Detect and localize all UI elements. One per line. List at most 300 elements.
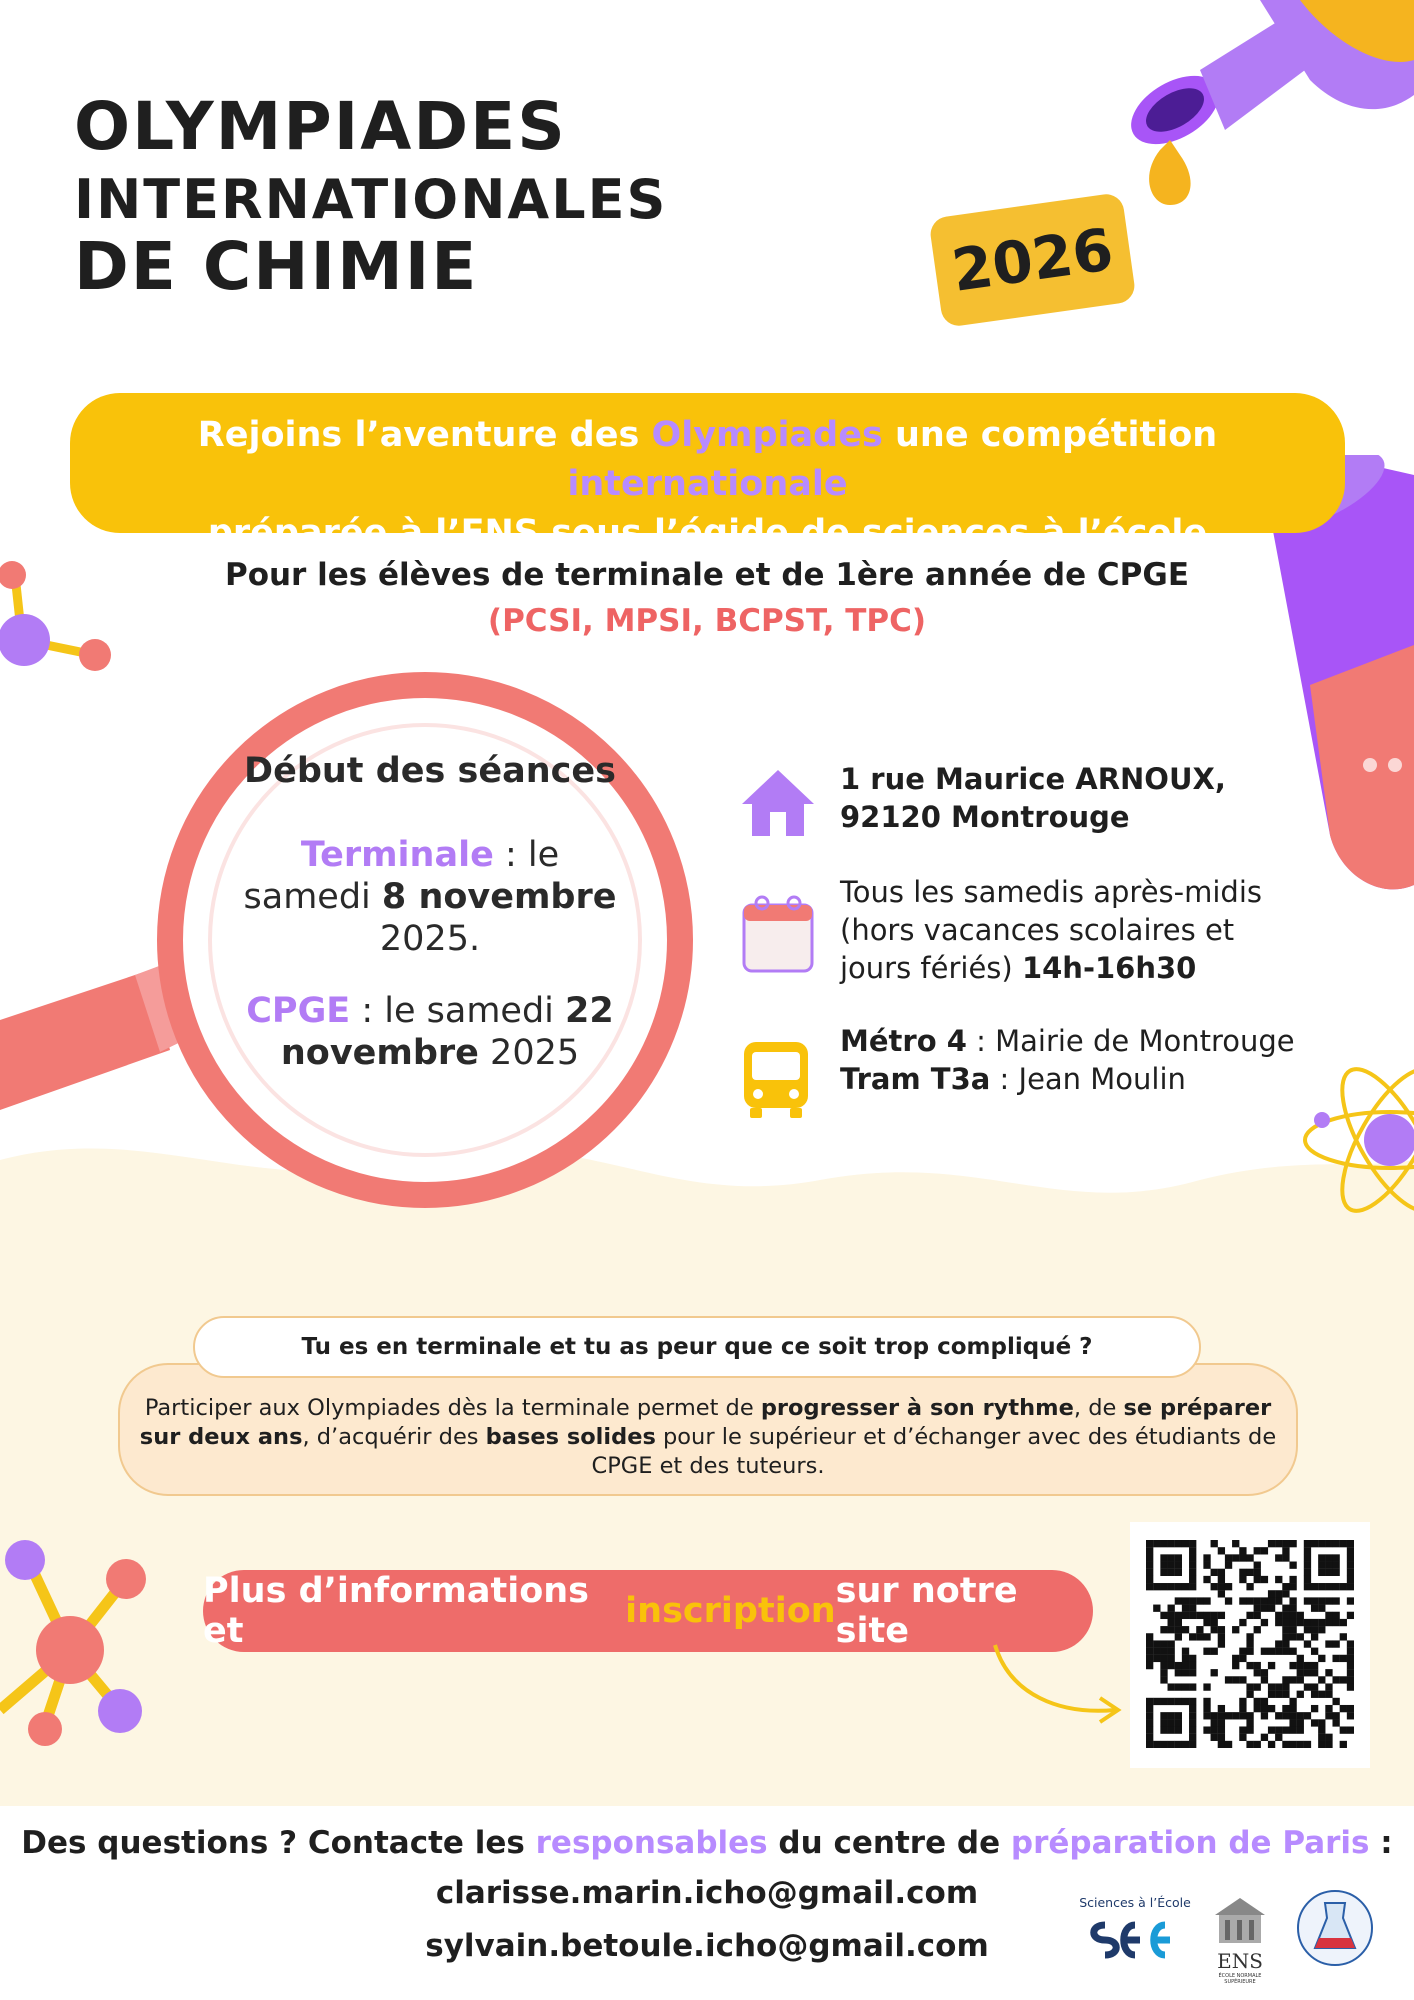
qr-module	[1146, 1719, 1153, 1726]
qr-module	[1340, 1583, 1347, 1590]
email-link-1[interactable]: clarisse.marin.icho@gmail.com	[435, 1875, 979, 1911]
qr-module	[1175, 1633, 1182, 1640]
qr-module	[1246, 1683, 1253, 1690]
qr-module	[1289, 1648, 1296, 1655]
qr-module	[1318, 1734, 1325, 1741]
qr-module	[1160, 1640, 1167, 1647]
qr-module	[1289, 1712, 1296, 1719]
qr-module	[1225, 1741, 1232, 1748]
qr-module	[1175, 1597, 1182, 1604]
qr-module	[1304, 1569, 1311, 1576]
qr-module	[1261, 1676, 1268, 1683]
qr-module	[1304, 1741, 1311, 1748]
qr-module	[1168, 1583, 1175, 1590]
qr-module	[1340, 1633, 1347, 1640]
qr-module	[1168, 1619, 1175, 1626]
qr-module	[1211, 1540, 1218, 1547]
qr-module	[1218, 1547, 1225, 1554]
qr-module	[1282, 1683, 1289, 1690]
qr-module	[1232, 1540, 1239, 1547]
qr-module	[1168, 1554, 1175, 1561]
schedule: Tous les samedis après-midis (hors vacances scolaires et jours fériés) 14h-16h30	[840, 875, 1262, 985]
qr-module	[1218, 1576, 1225, 1583]
sciences-a-lecole-logo: Sciences à l’École	[1070, 1895, 1200, 1974]
qr-module	[1347, 1554, 1354, 1561]
qr-module	[1311, 1705, 1318, 1712]
qr-module	[1189, 1741, 1196, 1748]
qr-module	[1318, 1597, 1325, 1604]
audience-classes: (PCSI, MPSI, BCPST, TPC)	[487, 603, 927, 639]
arrow-icon	[990, 1640, 1130, 1730]
qr-module	[1160, 1712, 1167, 1719]
qr-module	[1160, 1669, 1167, 1676]
qr-module	[1282, 1612, 1289, 1619]
qr-module	[1254, 1612, 1261, 1619]
qr-module	[1218, 1583, 1225, 1590]
qr-module	[1168, 1726, 1175, 1733]
qr-module	[1254, 1605, 1261, 1612]
qr-module	[1189, 1655, 1196, 1662]
qr-module	[1282, 1540, 1289, 1547]
qr-module	[1211, 1719, 1218, 1726]
qr-module	[1289, 1676, 1296, 1683]
qr-module	[1325, 1554, 1332, 1561]
qr-module	[1297, 1669, 1304, 1676]
qr-module	[1304, 1683, 1311, 1690]
qr-module	[1325, 1612, 1332, 1619]
qr-module	[1297, 1619, 1304, 1626]
more-info-button[interactable]: Plus d’informations et inscription sur notre site	[203, 1570, 1093, 1652]
qr-module	[1347, 1612, 1354, 1619]
qr-module	[1332, 1562, 1339, 1569]
qr-module	[1160, 1662, 1167, 1669]
qr-module	[1268, 1691, 1275, 1698]
qr-module	[1318, 1562, 1325, 1569]
qr-module	[1211, 1583, 1218, 1590]
qr-module	[1325, 1712, 1332, 1719]
qr-module	[1189, 1612, 1196, 1619]
qr-module	[1153, 1655, 1160, 1662]
qr-module	[1189, 1633, 1196, 1640]
qr-module	[1203, 1726, 1210, 1733]
qr-module	[1275, 1726, 1282, 1733]
qr-module	[1203, 1619, 1210, 1626]
qr-module	[1261, 1576, 1268, 1583]
qr-module	[1153, 1698, 1160, 1705]
qr-module	[1332, 1619, 1339, 1626]
qr-module	[1311, 1633, 1318, 1640]
qr-module	[1254, 1547, 1261, 1554]
address: 1 rue Maurice ARNOUX, 92120 Montrouge	[840, 762, 1226, 834]
qr-module	[1232, 1554, 1239, 1561]
qr-module	[1261, 1669, 1268, 1676]
qr-module	[1254, 1576, 1261, 1583]
qr-module	[1203, 1576, 1210, 1583]
qr-module	[1282, 1712, 1289, 1719]
qr-module	[1189, 1576, 1196, 1583]
qr-module	[1261, 1734, 1268, 1741]
qr-module	[1325, 1741, 1332, 1748]
qr-module	[1153, 1640, 1160, 1647]
qr-module	[1211, 1619, 1218, 1626]
qr-module	[1289, 1562, 1296, 1569]
qr-code-container[interactable]	[1130, 1522, 1370, 1768]
qr-module	[1282, 1726, 1289, 1733]
qr-module	[1268, 1605, 1275, 1612]
qr-module	[1347, 1547, 1354, 1554]
qr-module	[1332, 1583, 1339, 1590]
qr-module	[1275, 1712, 1282, 1719]
qr-module	[1297, 1712, 1304, 1719]
qr-module	[1282, 1547, 1289, 1554]
qr-module	[1203, 1562, 1210, 1569]
qr-module	[1160, 1540, 1167, 1547]
qr-module	[1347, 1640, 1354, 1647]
qr-module	[1146, 1554, 1153, 1561]
audience-line: Pour les élèves de terminale et de 1ère année de CPGE	[224, 557, 1190, 593]
title-line-3: DE CHIMIE	[74, 228, 479, 305]
qr-module	[1232, 1626, 1239, 1633]
qr-module	[1225, 1554, 1232, 1561]
qr-module	[1239, 1569, 1246, 1576]
qr-module	[1318, 1741, 1325, 1748]
qr-module	[1153, 1540, 1160, 1547]
qr-module	[1146, 1640, 1153, 1647]
transport: Métro 4 : Mairie de Montrouge Tram T3a : Jean Moulin	[840, 1024, 1295, 1096]
qr-module	[1189, 1554, 1196, 1561]
qr-module	[1340, 1726, 1347, 1733]
qr-module	[1218, 1612, 1225, 1619]
qr-module	[1282, 1676, 1289, 1683]
qr-module	[1146, 1712, 1153, 1719]
qr-module	[1325, 1705, 1332, 1712]
email-link-2[interactable]: sylvain.betoule.icho@gmail.com	[425, 1928, 989, 1964]
qr-module	[1311, 1648, 1318, 1655]
qr-module	[1246, 1712, 1253, 1719]
qr-module	[1282, 1705, 1289, 1712]
qr-module	[1304, 1583, 1311, 1590]
qr-module	[1211, 1669, 1218, 1676]
qr-module	[1268, 1662, 1275, 1669]
qr-module	[1182, 1626, 1189, 1633]
qr-module	[1146, 1705, 1153, 1712]
qr-module	[1297, 1691, 1304, 1698]
qr-module	[1175, 1669, 1182, 1676]
qr-module	[1347, 1676, 1354, 1683]
qr-module	[1261, 1698, 1268, 1705]
qr-module	[1239, 1576, 1246, 1583]
qr-module	[1275, 1619, 1282, 1626]
title-line-1: OLYMPIADES	[74, 88, 567, 165]
qr-module	[1239, 1547, 1246, 1554]
qr-module	[1182, 1662, 1189, 1669]
qr-module	[1297, 1662, 1304, 1669]
contact-line: Des questions ? Contacte les responsables du centre de préparation de Paris :	[21, 1825, 1393, 1861]
qr-module	[1332, 1719, 1339, 1726]
qr-module	[1225, 1676, 1232, 1683]
qr-module	[1325, 1619, 1332, 1626]
qr-module	[1182, 1612, 1189, 1619]
qr-module	[1289, 1576, 1296, 1583]
qr-module	[1268, 1683, 1275, 1690]
qr-module	[1275, 1691, 1282, 1698]
qr-module	[1218, 1569, 1225, 1576]
qr-module	[1340, 1655, 1347, 1662]
qr-module	[1332, 1698, 1339, 1705]
qr-module	[1189, 1597, 1196, 1604]
qr-module	[1332, 1540, 1339, 1547]
qr-module	[1311, 1540, 1318, 1547]
qr-module	[1175, 1719, 1182, 1726]
qr-module	[1347, 1597, 1354, 1604]
qr-module	[1146, 1734, 1153, 1741]
qr-module	[1175, 1698, 1182, 1705]
house-icon	[740, 768, 816, 838]
qr-module	[1160, 1719, 1167, 1726]
qr-module	[1246, 1583, 1253, 1590]
qr-module	[1268, 1726, 1275, 1733]
qr-module	[1318, 1655, 1325, 1662]
qr-module	[1254, 1569, 1261, 1576]
qr-module	[1297, 1655, 1304, 1662]
qr-module	[1239, 1554, 1246, 1561]
qr-module	[1239, 1705, 1246, 1712]
sae-mark-icon	[1070, 1910, 1200, 1970]
qr-module	[1318, 1691, 1325, 1698]
qr-module	[1304, 1562, 1311, 1569]
qr-module	[1289, 1633, 1296, 1640]
qr-module	[1239, 1648, 1246, 1655]
qr-module	[1275, 1554, 1282, 1561]
qr-module	[1289, 1583, 1296, 1590]
qr-module	[1297, 1741, 1304, 1748]
qr-module	[1153, 1741, 1160, 1748]
qr-module	[1175, 1619, 1182, 1626]
qr-module	[1168, 1741, 1175, 1748]
qr-module	[1160, 1612, 1167, 1619]
qr-module	[1146, 1562, 1153, 1569]
qr-module	[1347, 1540, 1354, 1547]
qr-module	[1203, 1633, 1210, 1640]
qr-module	[1311, 1719, 1318, 1726]
qr-module	[1347, 1683, 1354, 1690]
qr-module	[1289, 1705, 1296, 1712]
session-dates: Début des séances Terminale : le samedi 8 novembre 2025. CPGE : le samedi 22 novembre 2025	[170, 750, 690, 1074]
qr-module	[1254, 1741, 1261, 1748]
qr-module	[1254, 1705, 1261, 1712]
qr-module	[1146, 1726, 1153, 1733]
qr-module	[1189, 1712, 1196, 1719]
qr-module	[1182, 1698, 1189, 1705]
qr-module	[1347, 1569, 1354, 1576]
qr-module	[1325, 1583, 1332, 1590]
qr-module	[1347, 1712, 1354, 1719]
qr-module	[1254, 1562, 1261, 1569]
sessions-heading: Début des séances	[244, 751, 616, 791]
qr-module	[1218, 1640, 1225, 1647]
qr-module	[1160, 1554, 1167, 1561]
qr-module	[1232, 1712, 1239, 1719]
qr-module	[1325, 1640, 1332, 1647]
qr-module	[1304, 1640, 1311, 1647]
qr-module	[1189, 1569, 1196, 1576]
qr-module	[1160, 1726, 1167, 1733]
qr-module	[1203, 1705, 1210, 1712]
qr-module	[1239, 1734, 1246, 1741]
qr-module	[1275, 1612, 1282, 1619]
qr-module	[1325, 1597, 1332, 1604]
qr-module	[1318, 1540, 1325, 1547]
qr-module	[1304, 1547, 1311, 1554]
qr-module	[1175, 1626, 1182, 1633]
qr-module	[1182, 1683, 1189, 1690]
qr-module	[1232, 1662, 1239, 1669]
qr-module	[1304, 1597, 1311, 1604]
qr-module	[1239, 1698, 1246, 1705]
qr-module	[1146, 1648, 1153, 1655]
qr-module	[1297, 1719, 1304, 1726]
qr-module	[1325, 1683, 1332, 1690]
qr-module	[1332, 1597, 1339, 1604]
qr-module	[1282, 1691, 1289, 1698]
qr-module	[1146, 1662, 1153, 1669]
qr-module	[1311, 1662, 1318, 1669]
qr-module	[1325, 1540, 1332, 1547]
qr-module	[1203, 1648, 1210, 1655]
qr-module	[1146, 1547, 1153, 1554]
qr-module	[1340, 1619, 1347, 1626]
qr-module	[1182, 1605, 1189, 1612]
qr-module	[1218, 1734, 1225, 1741]
qr-module	[1203, 1698, 1210, 1705]
qr-module	[1239, 1597, 1246, 1604]
qr-module	[1246, 1719, 1253, 1726]
qr-module	[1196, 1633, 1203, 1640]
qr-module	[1297, 1633, 1304, 1640]
qr-module	[1347, 1726, 1354, 1733]
qr-code[interactable]	[1146, 1540, 1354, 1748]
molecule-cluster-icon	[0, 1535, 160, 1750]
qr-module	[1282, 1633, 1289, 1640]
qr-module	[1175, 1612, 1182, 1619]
qr-module	[1189, 1562, 1196, 1569]
qr-module	[1261, 1648, 1268, 1655]
qr-module	[1275, 1683, 1282, 1690]
qr-module	[1160, 1741, 1167, 1748]
qr-module	[1282, 1554, 1289, 1561]
qr-module	[1304, 1619, 1311, 1626]
qr-module	[1297, 1612, 1304, 1619]
qr-module	[1282, 1605, 1289, 1612]
qr-module	[1246, 1662, 1253, 1669]
qr-module	[1261, 1605, 1268, 1612]
qr-module	[1232, 1676, 1239, 1683]
qr-module	[1304, 1669, 1311, 1676]
qr-module	[1182, 1648, 1189, 1655]
qr-module	[1275, 1597, 1282, 1604]
qr-module	[1325, 1569, 1332, 1576]
qr-module	[1182, 1741, 1189, 1748]
qr-module	[1332, 1612, 1339, 1619]
qr-module	[1304, 1554, 1311, 1561]
qr-module	[1275, 1734, 1282, 1741]
qr-module	[1332, 1569, 1339, 1576]
qr-module	[1153, 1583, 1160, 1590]
qr-module	[1268, 1741, 1275, 1748]
qr-module	[1203, 1597, 1210, 1604]
qr-module	[1211, 1626, 1218, 1633]
qr-module	[1189, 1698, 1196, 1705]
qr-module	[1189, 1719, 1196, 1726]
qr-module	[1239, 1712, 1246, 1719]
qr-module	[1282, 1583, 1289, 1590]
qr-module	[1254, 1669, 1261, 1676]
qr-module	[1289, 1619, 1296, 1626]
qr-module	[1289, 1612, 1296, 1619]
qr-module	[1146, 1576, 1153, 1583]
qr-module	[1304, 1712, 1311, 1719]
qr-module	[1268, 1648, 1275, 1655]
qr-module	[1146, 1741, 1153, 1748]
qr-module	[1289, 1662, 1296, 1669]
qr-module	[1268, 1705, 1275, 1712]
qr-module	[1175, 1540, 1182, 1547]
qr-module	[1146, 1583, 1153, 1590]
qr-module	[1168, 1719, 1175, 1726]
qr-module	[1175, 1741, 1182, 1748]
qr-module	[1275, 1540, 1282, 1547]
qr-module	[1175, 1583, 1182, 1590]
qr-module	[1160, 1698, 1167, 1705]
qr-module	[1261, 1705, 1268, 1712]
qr-module	[1146, 1633, 1153, 1640]
qr-module	[1275, 1648, 1282, 1655]
qr-module	[1289, 1605, 1296, 1612]
qr-module	[1282, 1619, 1289, 1626]
qr-module	[1146, 1540, 1153, 1547]
qr-module	[1282, 1590, 1289, 1597]
qr-module	[1196, 1626, 1203, 1633]
qr-module	[1211, 1734, 1218, 1741]
qr-module	[1261, 1597, 1268, 1604]
icho-france-logo	[1295, 1888, 1375, 1968]
qr-module	[1168, 1626, 1175, 1633]
qr-module	[1332, 1712, 1339, 1719]
qr-module	[1189, 1605, 1196, 1612]
qr-module	[1189, 1726, 1196, 1733]
qr-module	[1168, 1540, 1175, 1547]
qr-module	[1311, 1583, 1318, 1590]
qr-module	[1218, 1726, 1225, 1733]
qr-module	[1268, 1540, 1275, 1547]
qr-module	[1332, 1676, 1339, 1683]
qr-module	[1182, 1540, 1189, 1547]
qr-module	[1304, 1576, 1311, 1583]
qr-module	[1311, 1683, 1318, 1690]
qr-module	[1218, 1712, 1225, 1719]
qr-module	[1275, 1590, 1282, 1597]
qr-module	[1318, 1619, 1325, 1626]
qr-module	[1347, 1655, 1354, 1662]
qr-module	[1311, 1691, 1318, 1698]
qr-module	[1246, 1612, 1253, 1619]
ens-logo: ENS ÉCOLE NORMALE SUPÉRIEURE	[1205, 1890, 1275, 1985]
qr-module	[1239, 1619, 1246, 1626]
qr-module	[1347, 1662, 1354, 1669]
bus-icon	[740, 1040, 812, 1120]
qr-module	[1246, 1648, 1253, 1655]
qr-module	[1189, 1540, 1196, 1547]
